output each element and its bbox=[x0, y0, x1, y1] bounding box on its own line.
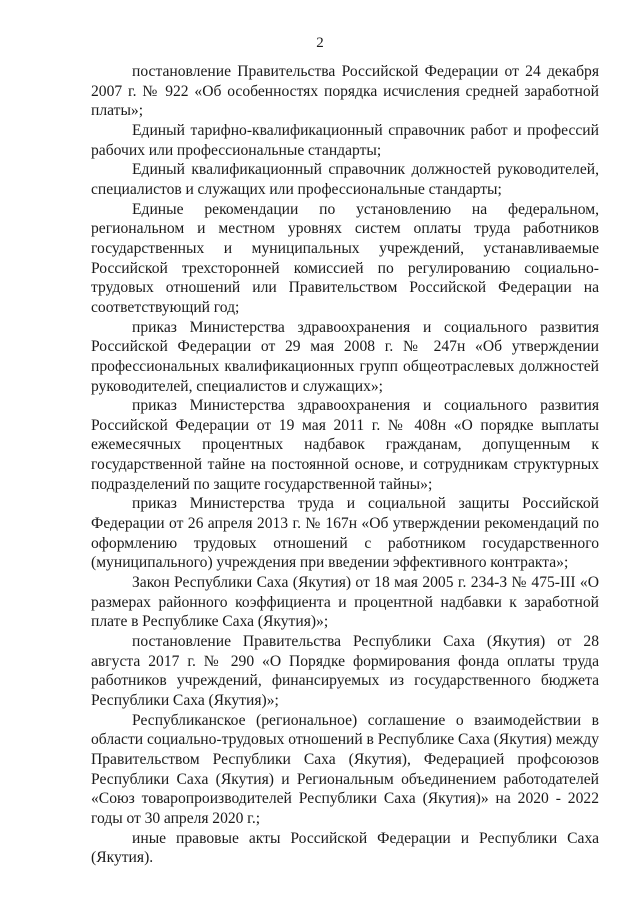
paragraph-3: Единый квалификационный справочник должностей руководителей, специалистов и служащих или профессиональные стандарты; bbox=[91, 161, 599, 198]
paragraph-10: Республиканское (региональное) соглашение о взаимодействии в области социально-трудовых отношений в Республике Саха (Якутия) между Правительством Республики Саха (Якутия), Федерацией профсоюзов Республики Саха (Якутия) и Региональным объединением работодателей «Союз товаропроизводителей Республики Саха (Якутия)» на 2020 - 2022 годы от 30 апреля 2020 г.; bbox=[91, 711, 599, 827]
paragraph-7: приказ Министерства труда и социальной защиты Российской Федерации от 26 апреля 2013 г. № 167н «Об утверждении рекомендаций по оформлению трудовых отношений с работником государственного (муниципального) учреждения при введении эффективного контракта»; bbox=[91, 495, 599, 572]
paragraph-1: постановление Правительства Российской Федерации от 24 декабря 2007 г. № 922 «Об особенностях порядка исчисления средней заработной платы»; bbox=[91, 63, 599, 120]
paragraph-11: иные правовые акты Российской Федерации и Республики Саха (Якутия). bbox=[91, 829, 599, 867]
paragraph-5: приказ Министерства здравоохранения и социального развития Российской Федерации от 29 мая 2008 г. № 247н «Об утверждении профессиональных квалификационных групп общеотраслевых должностей руководителей, специалистов и служащих»; bbox=[91, 318, 599, 395]
paragraph-9: постановление Правительства Республики Саха (Якутия) от 28 августа 2017 г. № 290 «О Порядке формирования фонда оплаты труда работников учреждений, финансируемых из государственного бюджета Республики Саха (Якутия)»; bbox=[91, 633, 599, 709]
paragraph-6: приказ Министерства здравоохранения и социального развития Российской Федерации от 19 мая 2011 г. № 408н «О порядке выплаты ежемесячных процентных надбавок гражданам, допущенным к государственной тайне на постоянной основе, и сотрудникам структурных подразделений по защите государственной тайны»; bbox=[91, 397, 599, 493]
document-body bbox=[91, 62, 599, 868]
page-number: 2 bbox=[316, 35, 324, 51]
paragraph-8: Закон Республики Саха (Якутия) от 18 мая 2005 г. 234-З № 475-III «О размерах районного коэффициента и процентной надбавки к заработной плате в Республике Саха (Якутия)»; bbox=[91, 574, 599, 631]
paragraph-4: Единые рекомендации по установлению на федеральном, региональном и местном уровнях систем оплаты труда работников государственных и муниципальных учреждений, устанавливаемые Российской трехсторонней комиссией по регулированию социально-трудовых отношений или Правительством Российской Федерации на соответствующий год; bbox=[91, 200, 599, 316]
paragraph-2: Единый тарифно-квалификационный справочник работ и профессий рабочих или профессиональные стандарты; bbox=[91, 121, 599, 159]
